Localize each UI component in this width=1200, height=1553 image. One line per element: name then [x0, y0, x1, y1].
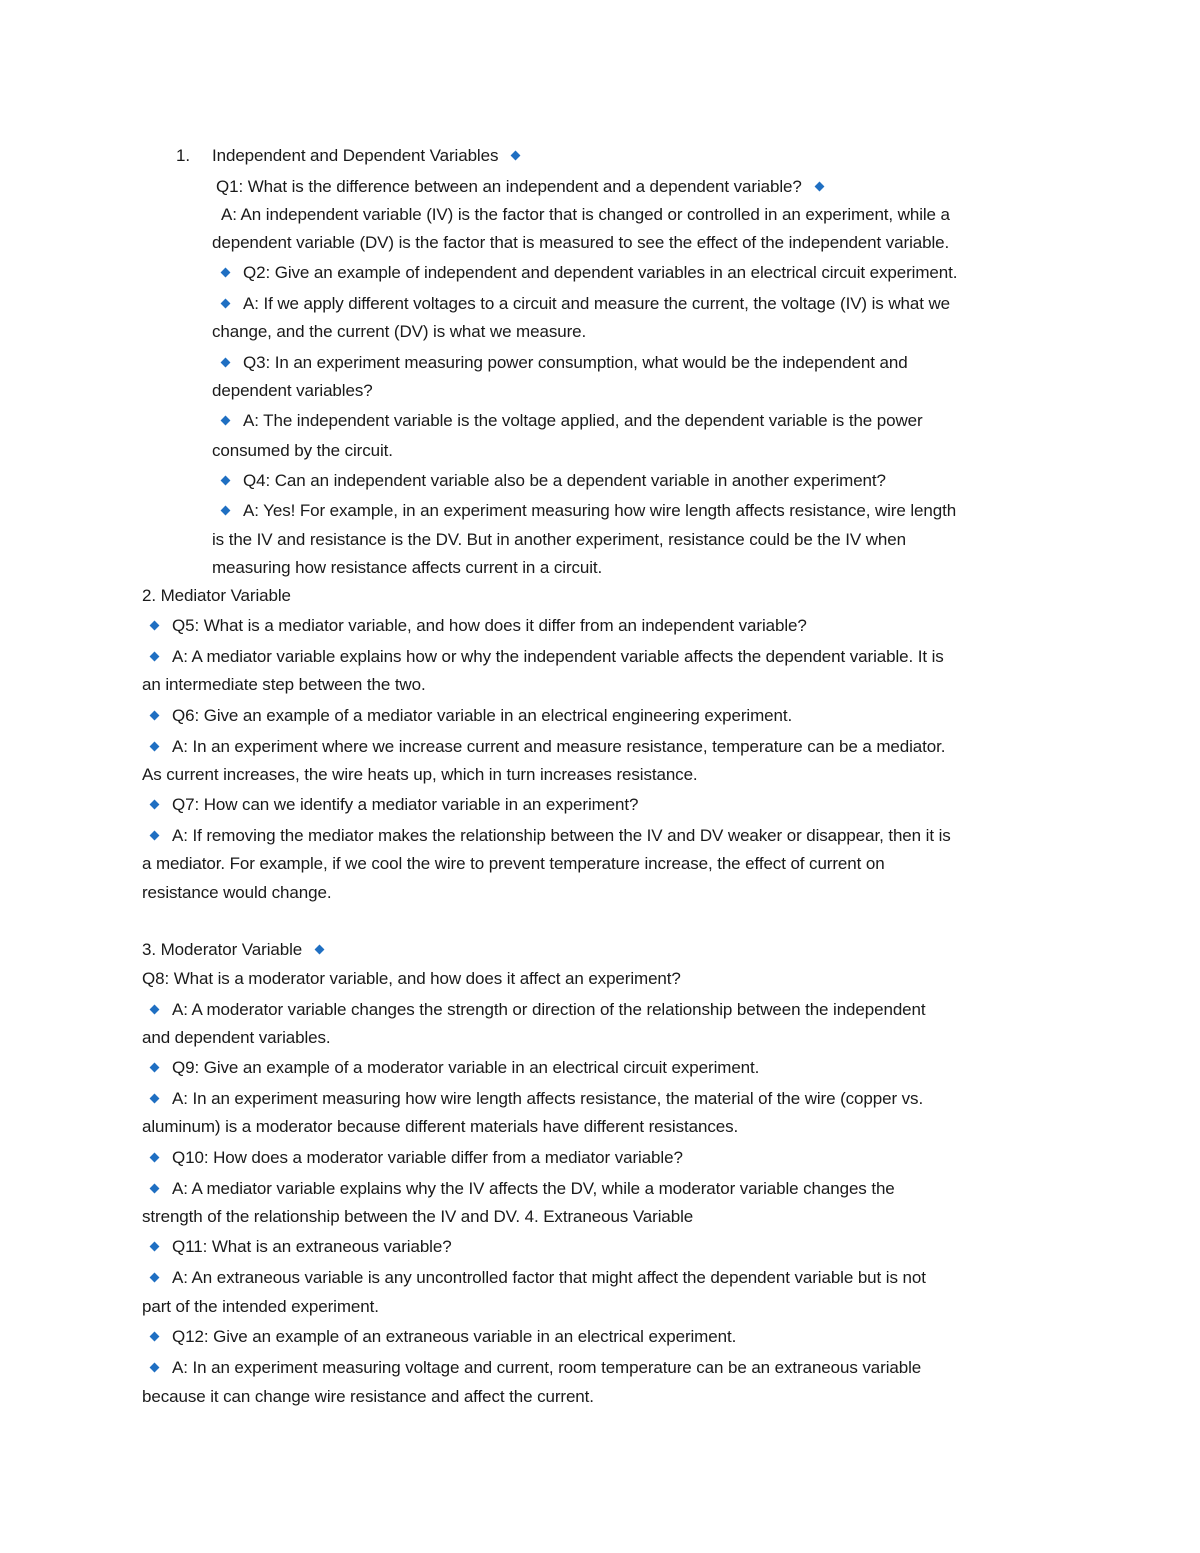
section-3-heading: 3. Moderator Variable [142, 939, 323, 961]
diamond-bullet-icon [150, 800, 160, 810]
q12-text: Q12: Give an example of an extraneous variable in an electrical experiment. [151, 1326, 736, 1348]
a9-line-2: aluminum) is a moderator because different materials have different resistances. [142, 1117, 739, 1136]
a5-line-2: an intermediate step between the two. [142, 675, 426, 694]
a6-line-1: A: In an experiment where we increase current and measure resistance, temperature can be a mediator. [151, 736, 945, 758]
diamond-bullet-icon [221, 299, 231, 309]
a4-line-2: is the IV and resistance is the DV. But in another experiment, resistance could be the IV when [212, 530, 906, 549]
diamond-bullet-icon [221, 506, 231, 516]
a11-line-1: A: An extraneous variable is any uncontrolled factor that might affect the dependent variable but is not [151, 1267, 926, 1289]
section-1-heading [176, 145, 519, 167]
diamond-bullet-icon [511, 151, 521, 161]
diamond-bullet-icon [315, 945, 325, 955]
diamond-bullet-icon [150, 1063, 160, 1073]
a10-line-1: A: A mediator variable explains why the IV affects the DV, while a moderator variable changes the [151, 1178, 895, 1200]
section-1-number: 1. [176, 146, 190, 165]
a8-line-1: A: A moderator variable changes the strength or direction of the relationship between the independent [151, 999, 926, 1021]
a9-line-1: A: In an experiment measuring how wire length affects resistance, the material of the wire (copper vs. [151, 1088, 923, 1110]
a12-line-2: because it can change wire resistance and affect the current. [142, 1387, 594, 1406]
q7-text: Q7: How can we identify a mediator variable in an experiment? [151, 794, 638, 816]
q1-text: Q1: What is the difference between an independent and a dependent variable? [216, 176, 823, 198]
diamond-bullet-icon [150, 831, 160, 841]
a2-line-2: change, and the current (DV) is what we measure. [212, 322, 587, 341]
diamond-bullet-icon [150, 1153, 160, 1163]
a7-line-3: resistance would change. [142, 883, 332, 902]
diamond-bullet-icon [150, 1005, 160, 1015]
diamond-bullet-icon [150, 621, 160, 631]
a7-line-1: A: If removing the mediator makes the relationship between the IV and DV weaker or disappear, then it is [151, 825, 951, 847]
a8-line-2: and dependent variables. [142, 1028, 331, 1047]
q6-text: Q6: Give an example of a mediator variable in an electrical engineering experiment. [151, 705, 792, 727]
a6-line-2: As current increases, the wire heats up, which in turn increases resistance. [142, 765, 698, 784]
a3-line-1: A: The independent variable is the voltage applied, and the dependent variable is the power [222, 410, 923, 432]
a4-line-1: A: Yes! For example, in an experiment measuring how wire length affects resistance, wire length [222, 500, 956, 522]
q3-line-1: Q3: In an experiment measuring power consumption, what would be the independent and [222, 352, 908, 374]
section-1-title: Independent and Dependent Variables [212, 146, 499, 165]
q9-text: Q9: Give an example of a moderator variable in an electrical circuit experiment. [151, 1057, 759, 1079]
a1-line-2: dependent variable (DV) is the factor that is measured to see the effect of the independent variable. [212, 233, 950, 252]
diamond-bullet-icon [150, 1184, 160, 1194]
diamond-bullet-icon [150, 1332, 160, 1342]
q2-text: Q2: Give an example of independent and dependent variables in an electrical circuit experiment. [222, 262, 957, 284]
diamond-bullet-icon [814, 182, 824, 192]
q5-text: Q5: What is a mediator variable, and how does it differ from an independent variable? [151, 615, 807, 637]
diamond-bullet-icon [150, 1094, 160, 1104]
q10-text: Q10: How does a moderator variable differ from a mediator variable? [151, 1147, 683, 1169]
diamond-bullet-icon [150, 711, 160, 721]
diamond-bullet-icon [221, 358, 231, 368]
diamond-bullet-icon [221, 416, 231, 426]
section-2-heading: 2. Mediator Variable [142, 586, 291, 605]
diamond-bullet-icon [150, 1273, 160, 1283]
diamond-bullet-icon [221, 476, 231, 486]
q11-text: Q11: What is an extraneous variable? [151, 1236, 452, 1258]
diamond-bullet-icon [150, 742, 160, 752]
diamond-bullet-icon [150, 1363, 160, 1373]
diamond-bullet-icon [221, 268, 231, 278]
diamond-bullet-icon [150, 652, 160, 662]
q4-text: Q4: Can an independent variable also be a dependent variable in another experiment? [222, 470, 886, 492]
a1-line-1: A: An independent variable (IV) is the factor that is changed or controlled in an experiment, while a [221, 205, 950, 224]
a12-line-1: A: In an experiment measuring voltage and current, room temperature can be an extraneous variable [151, 1357, 921, 1379]
a4-line-3: measuring how resistance affects current in a circuit. [212, 558, 603, 577]
q3-line-2: dependent variables? [212, 381, 373, 400]
a10-line-2: strength of the relationship between the IV and DV. 4. Extraneous Variable [142, 1207, 694, 1226]
diamond-bullet-icon [150, 1242, 160, 1252]
a3-line-2: consumed by the circuit. [212, 441, 393, 460]
a7-line-2: a mediator. For example, if we cool the wire to prevent temperature increase, the effect of current on [142, 854, 885, 873]
a2-line-1: A: If we apply different voltages to a circuit and measure the current, the voltage (IV) is what we [222, 293, 950, 315]
q8-text: Q8: What is a moderator variable, and how does it affect an experiment? [142, 969, 681, 988]
a5-line-1: A: A mediator variable explains how or why the independent variable affects the dependent variable. It is [151, 646, 944, 668]
a11-line-2: part of the intended experiment. [142, 1297, 379, 1316]
